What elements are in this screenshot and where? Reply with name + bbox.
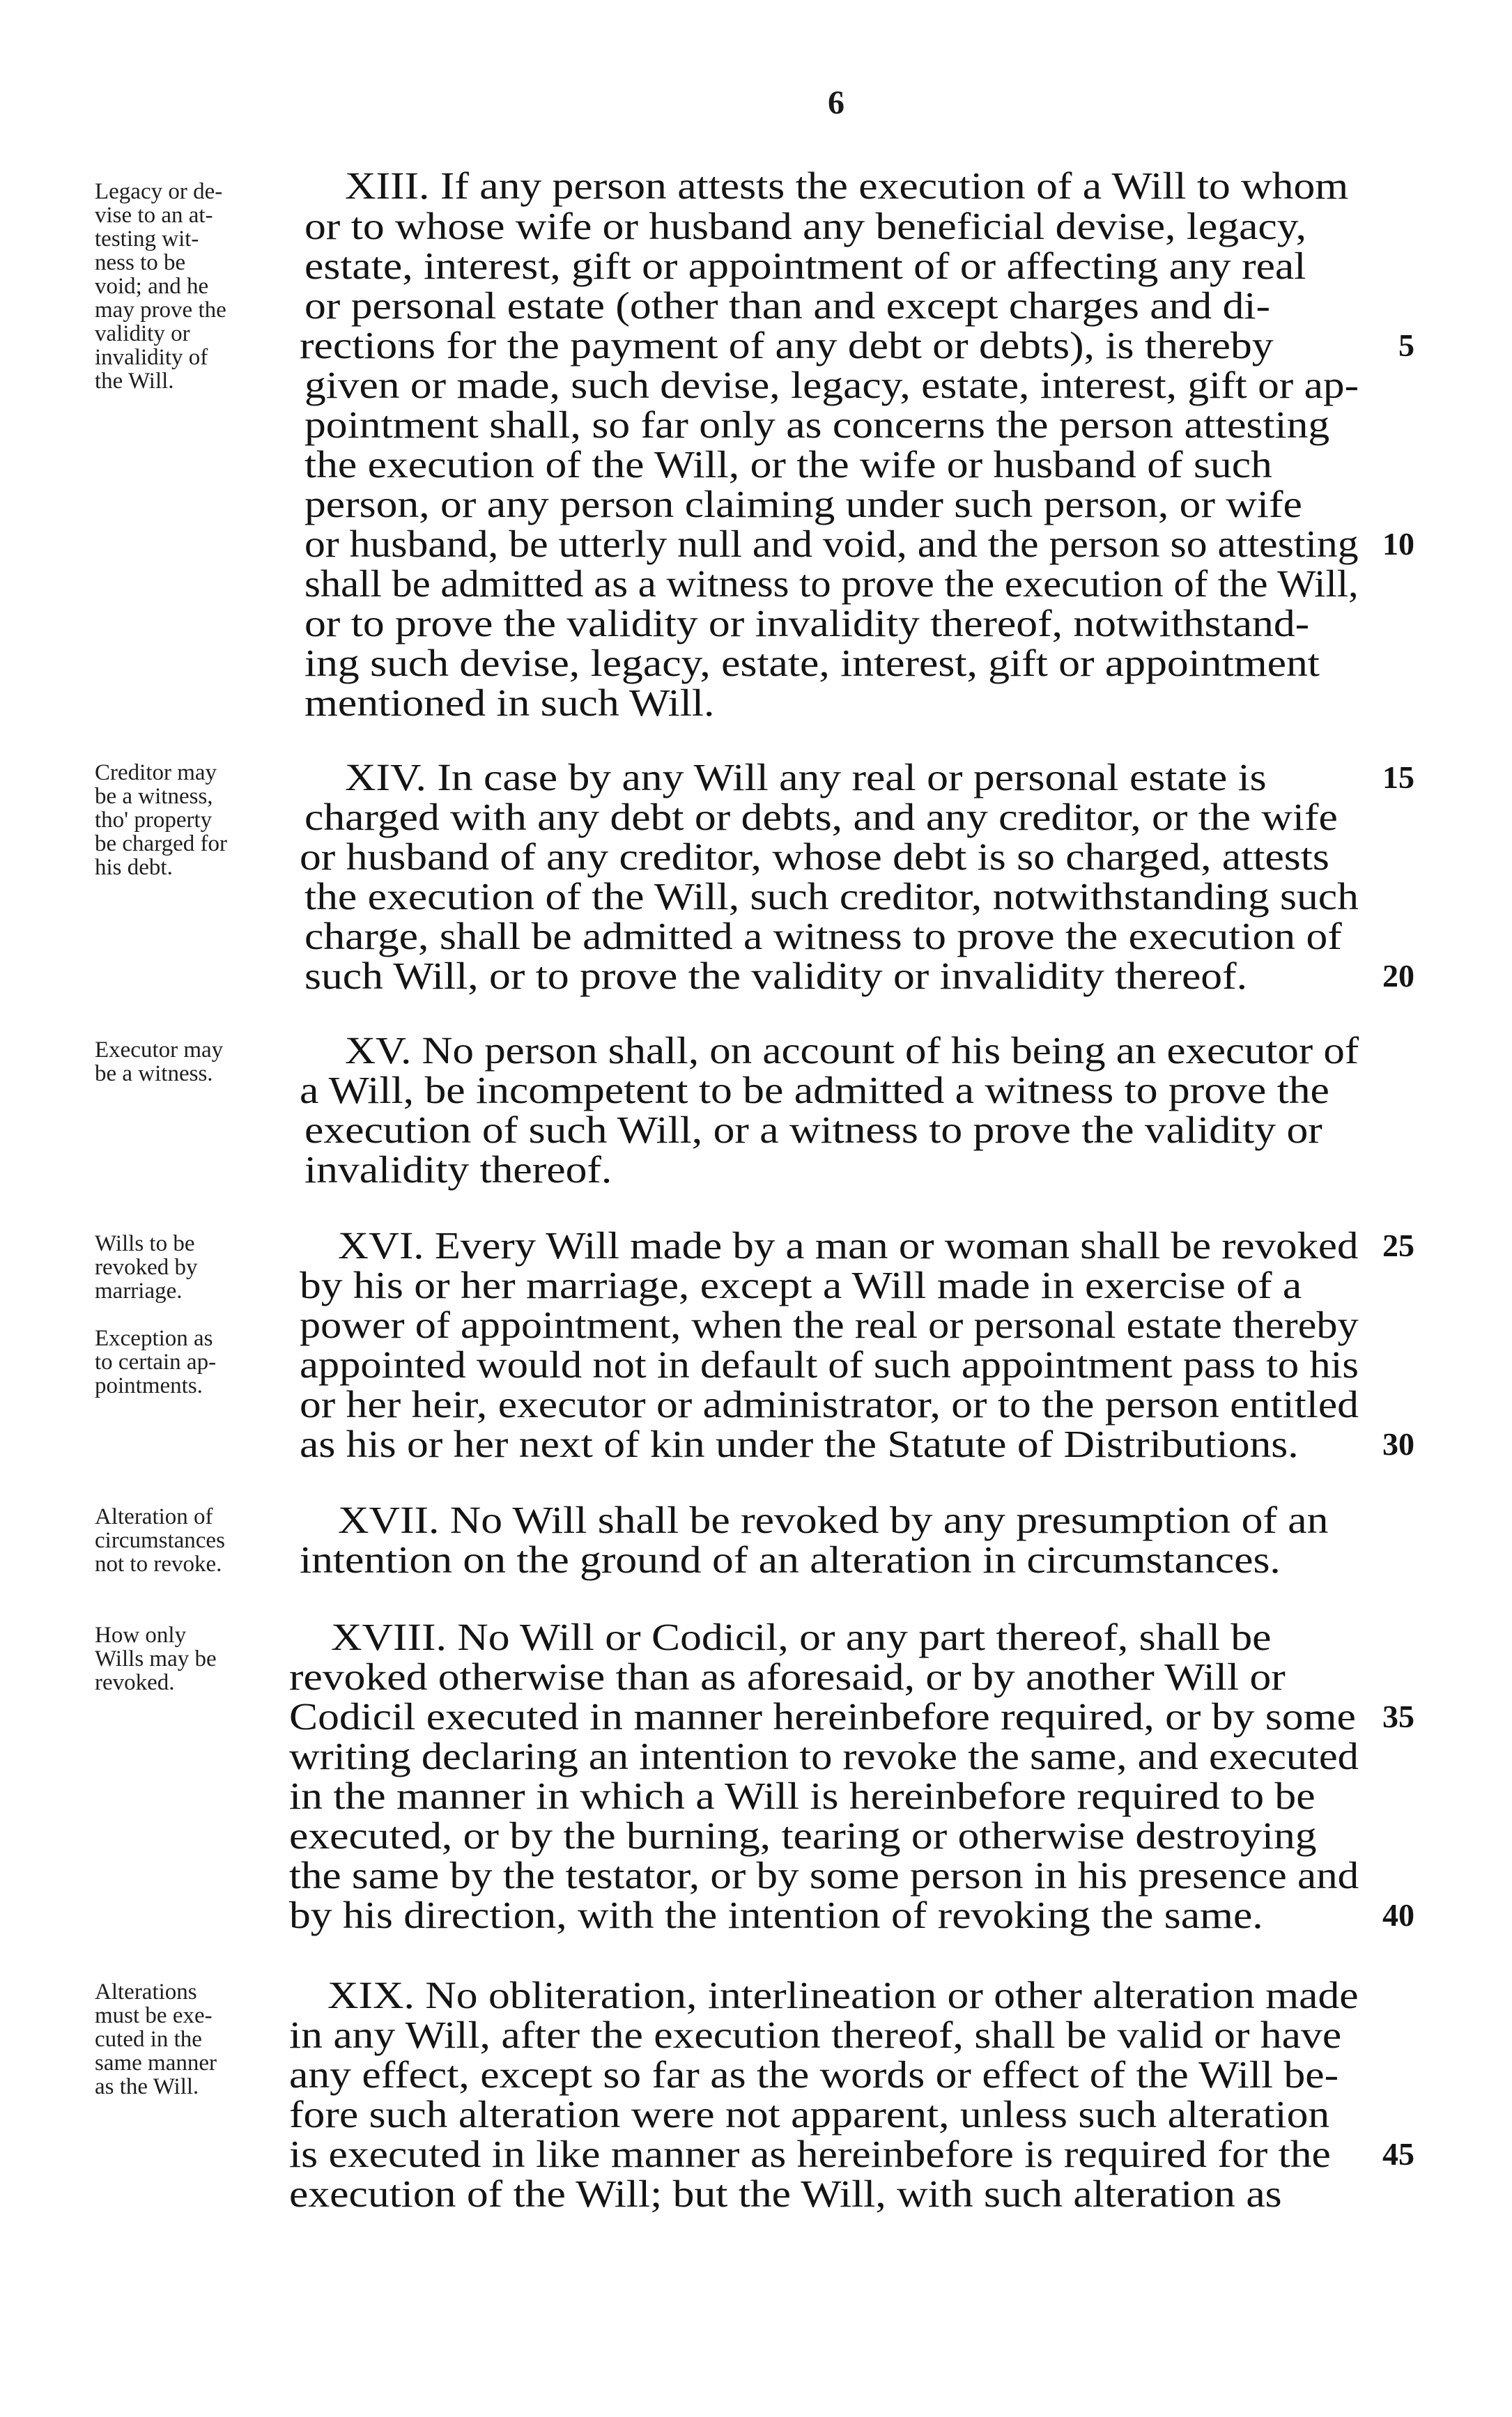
body-line: person, or any person claiming under such person, or wife xyxy=(304,483,1302,525)
body-line: as his or her next of kin under the Statute of Distributions. xyxy=(300,1423,1299,1465)
body-line: execution of the Will; but the Will, with such alteration as xyxy=(289,2172,1282,2215)
body-line: intention on the ground of an alteration in circumstances. xyxy=(300,1538,1281,1581)
body-line: given or made, such devise, legacy, estate, interest, gift or ap- xyxy=(304,364,1359,406)
body-line: such Will, or to prove the validity or invalidity thereof. xyxy=(304,955,1248,997)
body-line: Codicil executed in manner hereinbefore required, or by some xyxy=(289,1695,1356,1738)
line-number: 10 xyxy=(1382,526,1414,562)
body-line: charged with any debt or debts, and any creditor, or the wife xyxy=(304,796,1338,838)
line-number: 25 xyxy=(1382,1228,1414,1263)
body-line: XV. No person shall, on account of his being an executor of xyxy=(345,1029,1359,1072)
page-number: 6 xyxy=(828,84,844,121)
body-line: by his or her marriage, except a Will made in exercise of a xyxy=(300,1264,1302,1306)
body-line: execution of such Will, or a witness to prove the validity or xyxy=(304,1109,1322,1151)
body-line: revoked otherwise than as aforesaid, or by another Will or xyxy=(289,1655,1286,1698)
line-number: 40 xyxy=(1382,1897,1414,1933)
line-number: 35 xyxy=(1382,1699,1414,1734)
side-note: Legacy or de- vise to an at- testing wit- ness to be void; and he may prove the validity or invalidity of the Will. xyxy=(95,179,226,394)
body-line: XVI. Every Will made by a man or woman shall be revoked xyxy=(338,1224,1359,1267)
line-number: 30 xyxy=(1382,1426,1414,1462)
side-note: How only Wills may be revoked. xyxy=(95,1623,217,1695)
body-line: or to prove the validity or invalidity thereof, notwithstand- xyxy=(304,602,1310,644)
body-line: or her heir, executor or administrator, or to the person entitled xyxy=(300,1383,1359,1426)
line-number: 45 xyxy=(1382,2136,1414,2172)
body-line: or husband, be utterly null and void, and the person so attesting xyxy=(304,523,1359,565)
side-note: Alterations must be exe- cuted in the same manner as the Will. xyxy=(95,1979,217,2099)
body-line: by his direction, with the intention of revoking the same. xyxy=(289,1894,1263,1936)
body-line: XVIII. No Will or Codicil, or any part thereof, shall be xyxy=(331,1616,1272,1658)
body-line: shall be admitted as a witness to prove the execution of the Will, xyxy=(304,562,1359,605)
side-note: Alteration of circumstances not to revoke. xyxy=(95,1504,225,1577)
body-line: XIX. No obliteration, interlineation or other alteration made xyxy=(327,1974,1359,2016)
body-line: pointment shall, so far only as concerns the person attesting xyxy=(304,403,1330,446)
body-line: or husband of any creditor, whose debt is so charged, attests xyxy=(300,835,1329,878)
body-line: fore such alteration were not apparent, unless such alteration xyxy=(289,2093,1330,2136)
body-line: XIV. In case by any Will any real or personal estate is xyxy=(345,756,1267,798)
body-line: invalidity thereof. xyxy=(304,1148,612,1191)
body-line: a Will, be incompetent to be admitted a witness to prove the xyxy=(300,1069,1329,1111)
body-line: the same by the testator, or by some person in his presence and xyxy=(289,1854,1359,1897)
body-line: ing such devise, legacy, estate, interest, gift or appointment xyxy=(304,642,1320,684)
body-line: writing declaring an intention to revoke the same, and executed xyxy=(289,1735,1359,1777)
body-line: executed, or by the burning, tearing or otherwise destroying xyxy=(289,1814,1317,1857)
body-line: the execution of the Will, or the wife or husband of such xyxy=(304,443,1272,486)
line-number: 5 xyxy=(1398,327,1414,363)
body-line: the execution of the Will, such creditor, notwithstanding such xyxy=(304,875,1359,918)
line-number: 15 xyxy=(1382,759,1414,795)
side-note: Creditor may be a witness, tho' property be charged for his debt. xyxy=(95,760,227,880)
body-line: mentioned in such Will. xyxy=(304,681,715,724)
line-number: 20 xyxy=(1382,958,1414,994)
body-line: XIII. If any person attests the execution of a Will to whom xyxy=(345,164,1349,207)
body-line: rections for the payment of any debt or debts), is thereby xyxy=(300,324,1274,366)
body-line: in any Will, after the execution thereof, shall be valid or have xyxy=(289,2014,1342,2056)
body-line: in the manner in which a Will is hereinbefore required to be xyxy=(289,1775,1316,1817)
body-line: any effect, except so far as the words or effect of the Will be- xyxy=(289,2053,1339,2096)
body-line: appointed would not in default of such appointment pass to his xyxy=(300,1343,1359,1386)
side-note: Wills to be revoked by marriage. Exception as to certain ap- pointments. xyxy=(95,1231,217,1398)
body-line: power of appointment, when the real or personal estate thereby xyxy=(300,1304,1359,1346)
body-line: estate, interest, gift or appointment of or affecting any real xyxy=(304,245,1306,287)
body-line: is executed in like manner as hereinbefore is required for the xyxy=(289,2133,1331,2175)
body-line: charge, shall be admitted a witness to prove the execution of xyxy=(304,915,1342,957)
body-line: XVII. No Will shall be revoked by any presumption of an xyxy=(338,1499,1329,1541)
side-note: Executor may be a witness. xyxy=(95,1037,224,1086)
body-line: or to whose wife or husband any beneficial devise, legacy, xyxy=(304,205,1306,247)
body-line: or personal estate (other than and except charges and di- xyxy=(304,284,1270,327)
